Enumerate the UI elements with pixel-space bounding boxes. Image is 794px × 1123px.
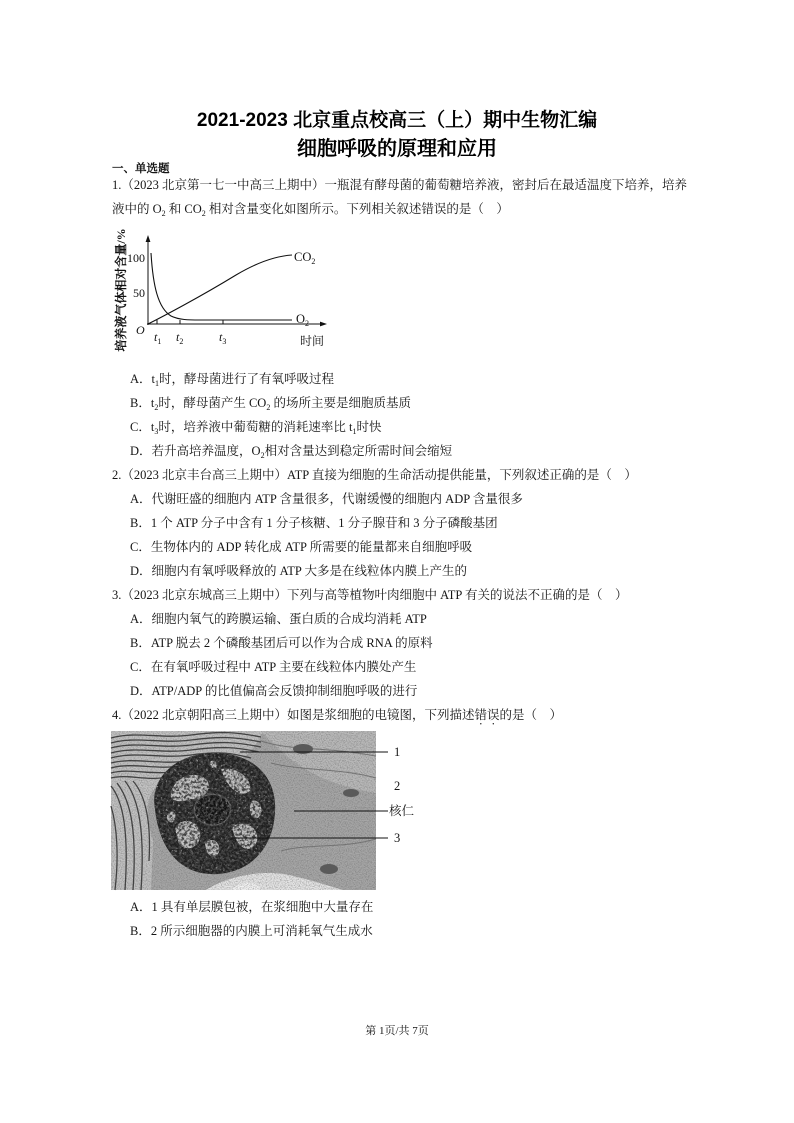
q4-stem <box>112 707 562 728</box>
co2-series-label <box>294 250 315 266</box>
option-label: D． <box>130 564 152 578</box>
subscript: 2 <box>305 319 310 328</box>
option-label: A． <box>130 372 152 386</box>
q1-stem-text: 和 CO <box>165 202 202 216</box>
tick-letter: t <box>176 330 180 344</box>
q1-option-a: A． t 1 时，酵母菌进行了有氧呼吸过程 <box>130 372 335 388</box>
section-heading: 一、单选题 <box>112 163 170 175</box>
option-text: 的场所主要是细胞质基质 <box>270 396 411 410</box>
q4-stem-text: 4.（2022 北京朝阳高三上期中）如图是浆细胞的电镜图，下列描述 <box>112 708 475 722</box>
option-text: 相对含量达到稳定所需时间会缩短 <box>264 444 453 458</box>
o2-series-label <box>296 312 309 328</box>
option-text: t <box>151 372 156 386</box>
option-label: B． <box>130 516 151 530</box>
q3-stem-text: 3.（2023 北京东城高三上期中）下列与高等植物叶肉细胞中 ATP 有关的说法不正确的是（ ） <box>112 588 628 602</box>
option-text: t <box>150 420 155 434</box>
option-label: A． <box>130 612 152 626</box>
figure-label-nucleolus: 核仁 <box>389 804 415 818</box>
option-text: 细胞内有氧呼吸释放的 ATP 大多是在线粒体内膜上产生的 <box>151 564 468 578</box>
q2-option-c <box>130 539 472 555</box>
subscript: 2 <box>311 257 316 266</box>
tick-letter: t <box>154 330 158 344</box>
page-number: 第 1页/共 7页 <box>365 1025 429 1037</box>
option-text: 在有氧呼吸过程中 ATP 主要在线粒体内膜处产生 <box>150 660 417 674</box>
q4-option-b <box>130 923 373 939</box>
series-name: O <box>296 312 306 326</box>
series-name: CO <box>294 250 312 264</box>
y-axis-arrow <box>146 235 151 242</box>
q4-option-a <box>130 899 373 915</box>
option-text: 1 具有单层膜包被，在浆细胞中大量存在 <box>151 900 374 914</box>
q1-stem-text: 相对含量变化如图所示。下列相关叙述错误的是（ ） <box>205 202 509 216</box>
option-text: 时，酵母菌进行了有氧呼吸过程 <box>159 372 335 386</box>
gas-content-graph <box>100 226 335 358</box>
micrograph-pointer-lines <box>200 745 395 845</box>
option-label: D． <box>130 684 152 698</box>
option-text: 生物体内的 ADP 转化成 ATP 所需要的能量都来自细胞呼吸 <box>150 540 473 554</box>
y-tick-label-50: 50 <box>133 286 145 300</box>
option-label: C． <box>130 420 151 434</box>
y-tick-label-100: 100 <box>127 251 145 265</box>
option-text: ATP 脱去 2 个磷酸基团后可以作为合成 RNA 的原料 <box>150 636 433 650</box>
option-label: B． <box>130 396 151 410</box>
option-label: C． <box>130 540 151 554</box>
option-label: B． <box>130 636 151 650</box>
x-tick-label-t2 <box>176 330 183 346</box>
q2-stem-text: 2.（2023 北京丰台高三上期中）ATP 直接为细胞的生命活动提供能量，下列叙述正确的是（ ） <box>112 468 637 482</box>
q2-option-d <box>130 563 467 579</box>
subscript: 3 <box>222 337 227 346</box>
option-text: ATP/ADP 的比值偏高会反馈抑制细胞呼吸的进行 <box>151 684 418 698</box>
option-text: 若升高培养温度，O <box>151 444 261 458</box>
x-tick-label-t3 <box>219 330 226 346</box>
q3-option-a <box>130 611 427 627</box>
figure-label-2: 2 <box>394 779 401 793</box>
option-text: 时，培养液中葡萄糖的消耗速率比 t <box>158 420 353 434</box>
option-text: 1 个 ATP 分子中含有 1 分子核糖、1 分子腺苷和 3 分子磷酸基团 <box>150 516 498 530</box>
q1-option-d: D． 若升高培养温度，O 2 相对含量达到稳定所需时间会缩短 <box>130 444 453 460</box>
q3-stem <box>112 587 628 603</box>
q2-option-a <box>130 491 523 507</box>
option-text: 时，酵母菌产生 CO <box>158 396 267 410</box>
q1-stem-line1 <box>112 177 687 193</box>
figure-label-3: 3 <box>394 831 401 845</box>
page-subtitle: 细胞呼吸的原理和应用 <box>297 138 497 160</box>
q1-option-b: B． t 2 时，酵母菌产生 CO 2 的场所主要是细胞质基质 <box>130 396 411 412</box>
option-label: A． <box>130 492 152 506</box>
option-text: 细胞内氧气的跨膜运输、蛋白质的合成均消耗 ATP <box>151 612 427 626</box>
x-axis-label: 时间 <box>300 334 325 348</box>
o2-curve <box>151 253 292 320</box>
page-title: 2021-2023 北京重点校高三（上）期中生物汇编 <box>196 110 598 131</box>
subscript: 2 <box>179 337 184 346</box>
option-text: 代谢旺盛的细胞内 ATP 含量很多，代谢缓慢的细胞内 ADP 含量很多 <box>151 492 523 506</box>
q1-stem-text: 液中的 O <box>112 202 162 216</box>
option-text: 2 所示细胞器的内膜上可消耗氧气生成水 <box>150 924 373 938</box>
option-label: B． <box>130 924 151 938</box>
option-text: 时快 <box>356 420 382 434</box>
origin-label: O <box>136 323 145 337</box>
y-axis-label: 培养液气体相对含量/% <box>114 228 128 352</box>
q2-stem <box>112 467 637 483</box>
q4-stem-text: 的是（ ） <box>499 708 563 722</box>
q3-option-c <box>130 659 416 675</box>
q2-option-b <box>130 515 498 531</box>
option-text: t <box>150 396 155 410</box>
q3-option-d <box>130 683 417 699</box>
q1-option-c: C． t 3 时，培养液中葡萄糖的消耗速率比 t 1 时快 <box>130 420 382 436</box>
subscript: 1 <box>157 337 162 346</box>
q3-option-b <box>130 635 433 651</box>
figure-label-1: 1 <box>394 745 401 759</box>
option-label: C． <box>130 660 151 674</box>
q1-stem-text: 1.（2023 北京第一七一中高三上期中）一瓶混有酵母菌的葡萄糖培养液，密封后在最适温度下培养，培养 <box>112 178 688 192</box>
x-axis-arrow <box>320 322 327 327</box>
option-label: A． <box>130 900 152 914</box>
option-label: D． <box>130 444 152 458</box>
tick-letter: t <box>219 330 223 344</box>
co2-curve <box>148 255 292 324</box>
q1-stem-line2: 液中的 O 2 和 CO 2 相对含量变化如图所示。下列相关叙述错误的是（ ） <box>112 202 509 218</box>
x-tick-label-t1 <box>154 330 161 346</box>
emphasized-keyword: 错误 <box>474 708 500 722</box>
